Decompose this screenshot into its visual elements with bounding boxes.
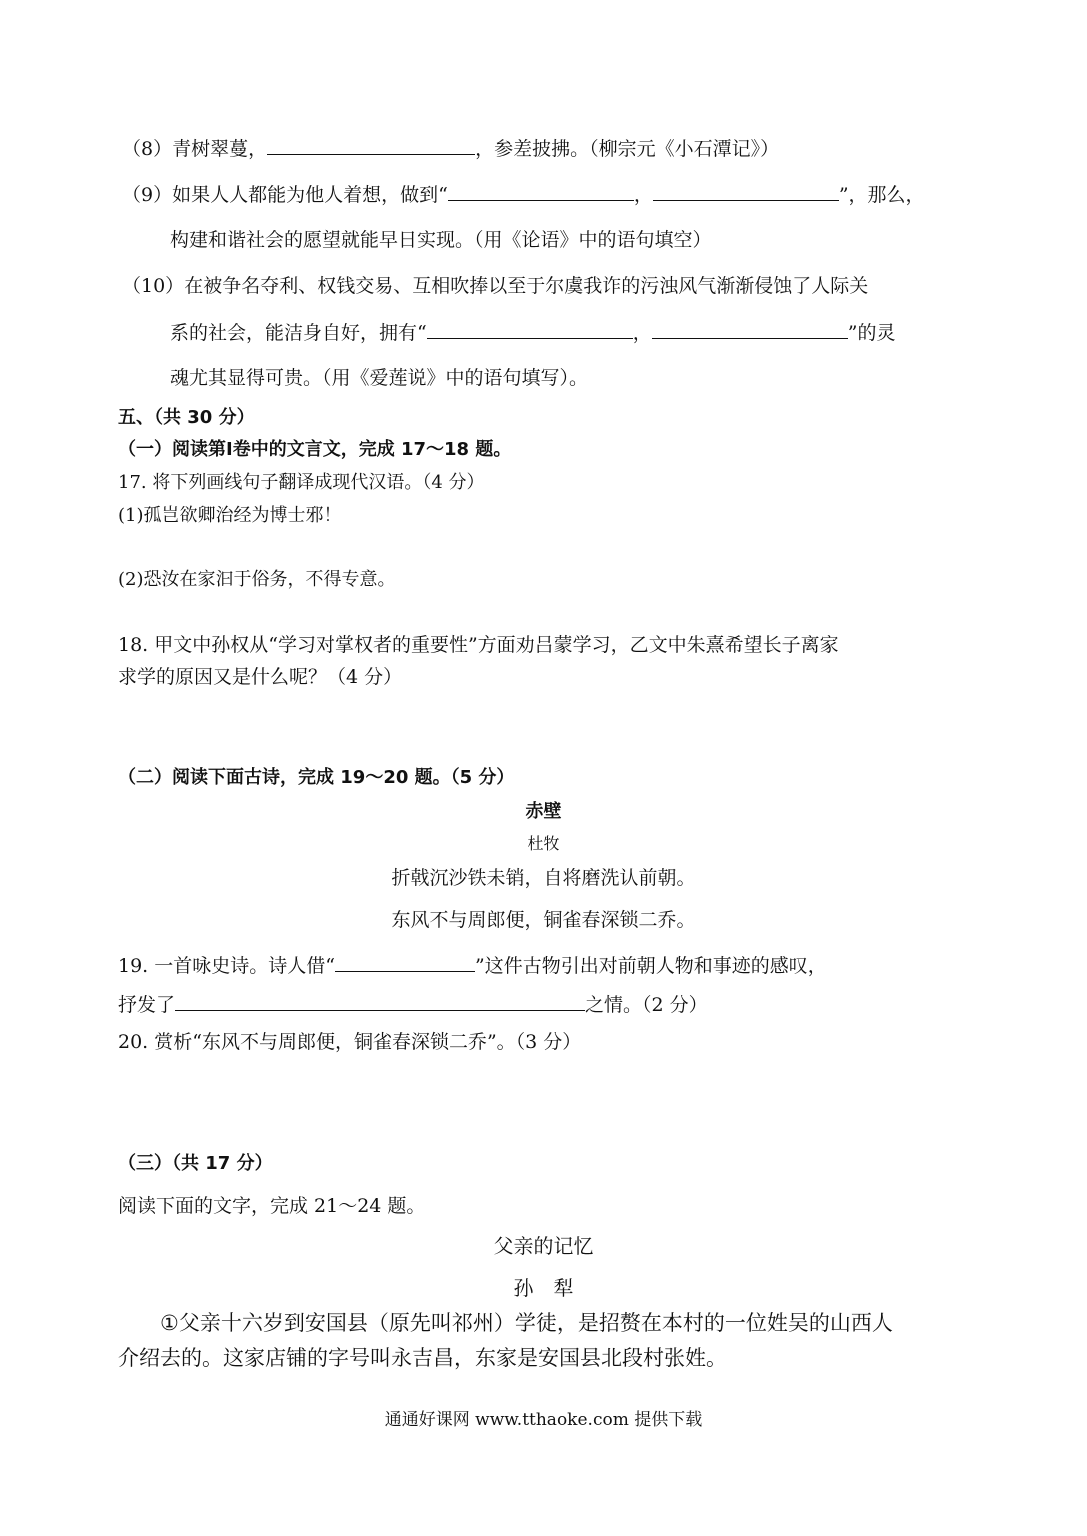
q10-line2-mid: ， (632, 322, 652, 344)
q9-number: （9） (122, 184, 173, 206)
q10-line2-pre: 系的社会，能洁身自好，拥有“ (170, 322, 427, 344)
q20-prompt: 20. 赏析“东风不与周郎便，铜雀春深锁二乔”。（3 分） (118, 1031, 582, 1053)
q19-blank-2[interactable] (175, 990, 585, 1011)
q19-pre-text: 19. 一首咏史诗。诗人借“ (118, 955, 335, 977)
q17-sentence-1: (1)孤岂欲卿治经为博士邪！ (118, 505, 342, 526)
poem-line-1: 折戟沉沙铁未销，自将磨洗认前朝。 (391, 867, 696, 889)
q10-number: （10） (122, 275, 185, 297)
q9-blank-1[interactable] (448, 180, 634, 201)
q8-pre-text: 青树翠蔓， (172, 138, 268, 160)
q17-sentence-2: (2)恐汝在家汩于俗务，不得专意。 (118, 569, 396, 590)
part3-heading: （三）（共 17 分） (118, 1153, 273, 1174)
q8-post-text: ，参差披拂。（柳宗元《小石潭记》） (475, 138, 780, 160)
q9-post-text: ”，那么， (838, 184, 925, 206)
part3-instruction: 阅读下面的文字，完成 21～24 题。 (118, 1195, 426, 1217)
article-title: 父亲的记忆 (493, 1234, 594, 1258)
q9-mid-text: ， (633, 184, 653, 206)
q8-number: （8） (122, 138, 173, 160)
q19-blank-1[interactable] (335, 951, 475, 972)
q10-line2-post: ”的灵 (847, 322, 896, 344)
q9-blank-2[interactable] (653, 180, 839, 201)
q19-line2-pre: 抒发了 (118, 994, 176, 1016)
q19-line1 (118, 951, 827, 980)
q9-pre-text: 如果人人都能为他人着想，做到“ (172, 184, 448, 206)
q9-line2: 构建和谐社会的愿望就能早日实现。（用《论语》中的语句填空） (170, 229, 712, 251)
q9-line1 (122, 180, 925, 209)
section5-heading: 五、（共 30 分） (118, 407, 255, 428)
article-para1-line2: 介绍去的。这家店铺的字号叫永吉昌，东家是安国县北段村张姓。 (118, 1346, 727, 1370)
poem-author: 杜牧 (527, 834, 560, 853)
q8-line (122, 134, 779, 163)
page-footer: 通通好课网 www.tthaoke.com 提供下载 (384, 1410, 703, 1430)
q10-line2 (170, 318, 895, 347)
q10-blank-2[interactable] (652, 318, 848, 339)
part1-heading: （一）阅读第Ⅰ卷中的文言文，完成 17～18 题。 (118, 439, 512, 460)
q10-line3: 魂尤其显得可贵。（用《爱莲说》中的语句填写）。 (170, 367, 589, 389)
q8-blank[interactable] (267, 134, 475, 155)
q10-blank-1[interactable] (427, 318, 633, 339)
q19-line2 (118, 990, 708, 1019)
article-author: 孙 犁 (513, 1276, 574, 1300)
q19-post-text: ”这件古物引出对前朝人物和事迹的感叹， (474, 955, 827, 977)
q10-text-1: 在被争名夺利、权钱交易、互相吹捧以至于尔虞我诈的污浊风气渐渐侵蚀了人际关 (184, 275, 869, 297)
part2-heading: （二）阅读下面古诗，完成 19～20 题。（5 分） (118, 767, 515, 788)
poem-line-2: 东风不与周郎便，铜雀春深锁二乔。 (391, 909, 696, 931)
q17-prompt: 17. 将下列画线句子翻译成现代汉语。（4 分） (118, 472, 485, 493)
q19-line2-post: 之情。（2 分） (585, 994, 708, 1016)
q10-line1 (122, 272, 868, 300)
q18-line2: 求学的原因又是什么呢？（4 分） (118, 666, 403, 688)
poem-title: 赤壁 (525, 801, 562, 822)
article-para1-line1: ①父亲十六岁到安国县（原先叫祁州）学徒，是招赘在本村的一位姓吴的山西人 (160, 1311, 893, 1335)
q18-line1: 18. 甲文中孙权从“学习对掌权者的重要性”方面劝吕蒙学习，乙文中朱熹希望长子离家 (118, 634, 839, 656)
